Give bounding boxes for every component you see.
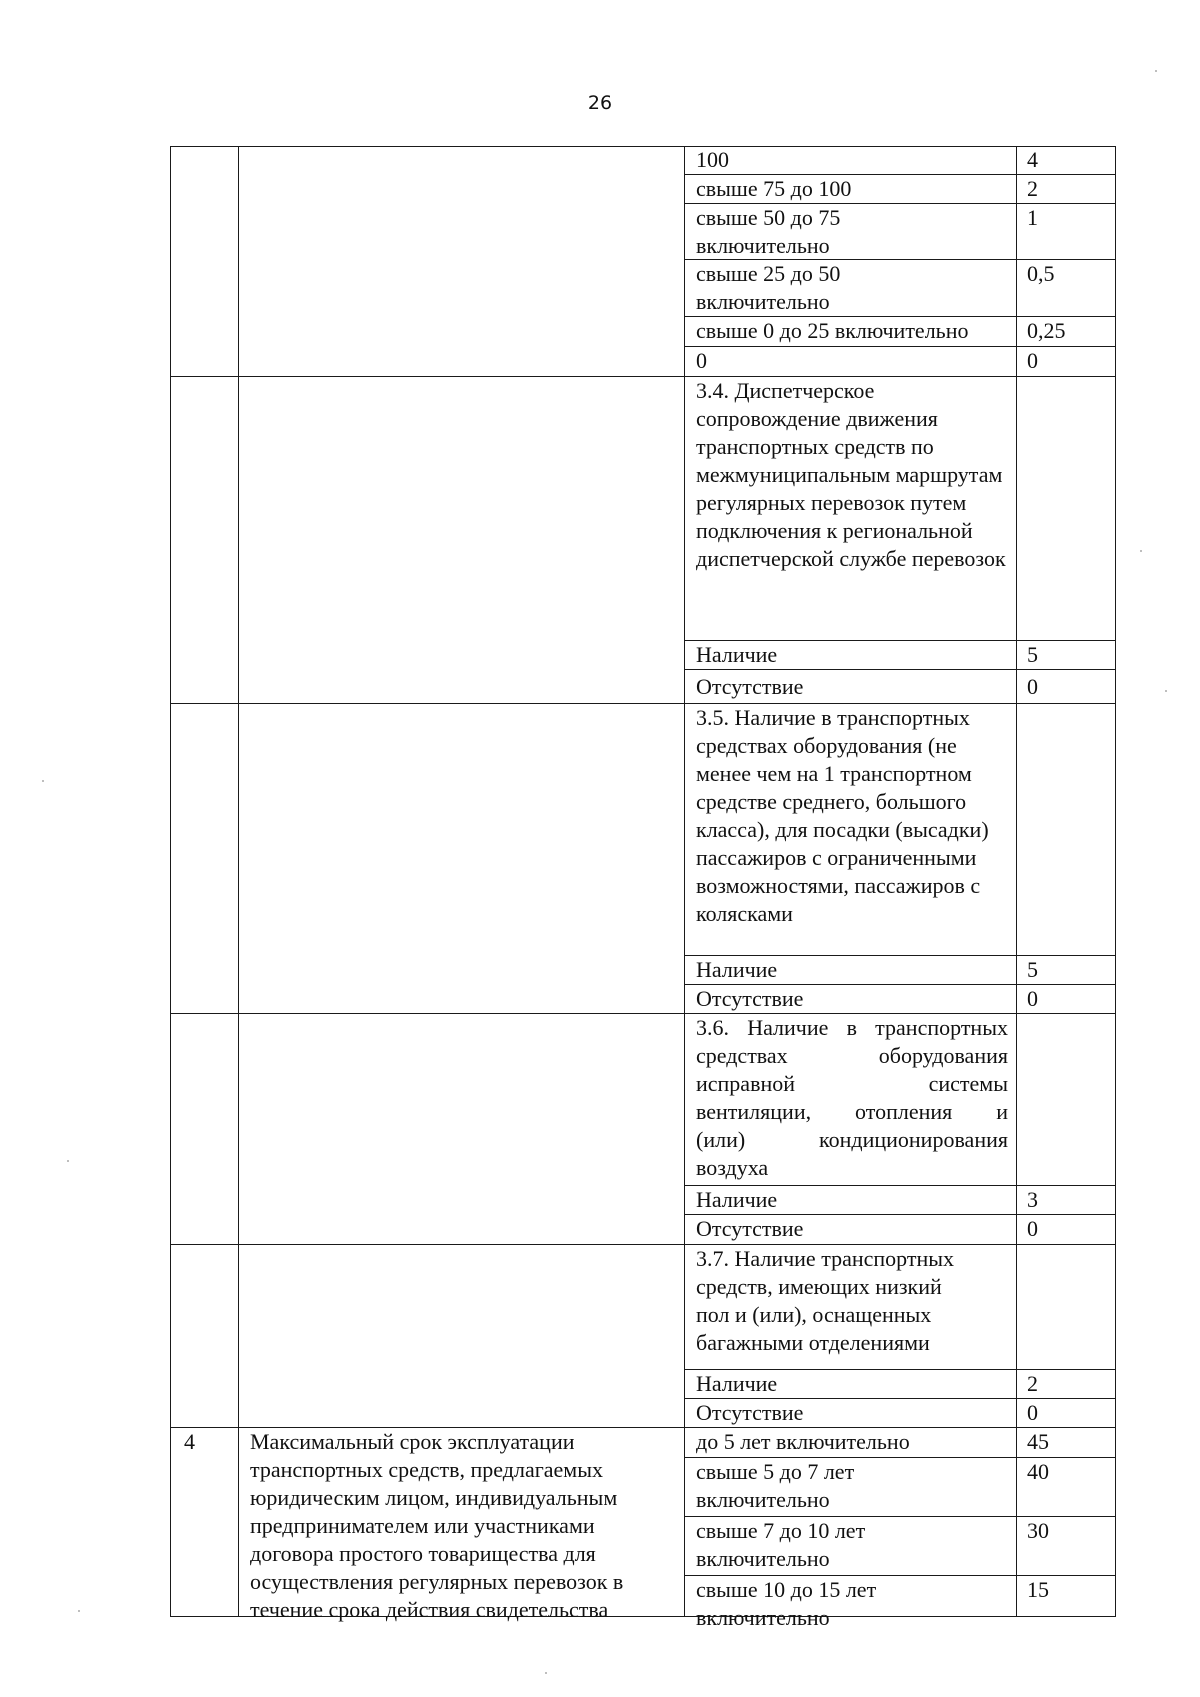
subcriterion-heading-line: 3.6. Наличие в транспортных xyxy=(696,1015,1008,1040)
subcriterion-heading-line: средствах оборудования xyxy=(696,1043,1008,1068)
scan-speck xyxy=(1165,690,1167,692)
subcriterion-heading-line: вентиляции, отопления и xyxy=(696,1099,1008,1124)
criterion-cell: свыше 75 до 100 xyxy=(696,176,852,201)
column-divider-1 xyxy=(238,146,239,1617)
scan-speck xyxy=(42,780,44,782)
criterion-cell: свыше 7 до 10 лет включительно xyxy=(696,1518,866,1571)
score-cell: 0,5 xyxy=(1027,261,1055,286)
criterion-cell: свыше 0 до 25 включительно xyxy=(696,318,969,343)
scan-speck xyxy=(1140,550,1142,552)
subcriterion-heading-line: исправной системы xyxy=(696,1071,1008,1096)
criterion-cell: свыше 5 до 7 лет включительно xyxy=(696,1459,855,1512)
page-number: 26 xyxy=(587,92,613,114)
score-cell: 1 xyxy=(1027,205,1038,230)
scan-speck xyxy=(1155,70,1157,72)
score-cell: 0 xyxy=(1027,674,1038,699)
row-number: 4 xyxy=(184,1429,195,1454)
criterion-cell: Наличие xyxy=(696,957,778,982)
score-cell: 0 xyxy=(1027,348,1038,373)
criterion-cell: Наличие xyxy=(696,642,778,667)
subcriterion-heading-line: воздуха xyxy=(696,1155,769,1180)
criterion-cell: Отсутствие xyxy=(696,674,804,699)
scan-speck xyxy=(78,1610,80,1612)
table-border-right xyxy=(1115,146,1116,1617)
criterion-cell: Отсутствие xyxy=(696,1216,804,1241)
score-cell: 45 xyxy=(1027,1429,1049,1454)
scan-speck xyxy=(67,1160,69,1162)
score-cell: 4 xyxy=(1027,147,1038,172)
criterion-cell: свыше 10 до 15 лет включительно xyxy=(696,1577,877,1630)
score-cell: 0 xyxy=(1027,1400,1038,1425)
criteria-table xyxy=(170,146,1116,1630)
table-border-left xyxy=(170,146,171,1617)
score-cell: 0,25 xyxy=(1027,318,1066,343)
score-cell: 5 xyxy=(1027,642,1038,667)
subcriterion-heading: 3.5. Наличие в транспортных средствах оборудования (не менее чем на 1 транспортном средстве среднего, большого класса), для посадки (высадки) пассажиров с ограниченными возможностями, пассажиров с колясками xyxy=(696,705,989,926)
subcriterion-heading-line: (или) кондиционирования xyxy=(696,1127,1008,1152)
score-cell: 5 xyxy=(1027,957,1038,982)
criterion-cell: 0 xyxy=(696,348,707,373)
subcriterion-heading xyxy=(685,1014,1016,1182)
score-cell: 15 xyxy=(1027,1577,1049,1602)
row-separator xyxy=(684,669,1116,670)
criterion-cell: свыше 50 до 75 включительно xyxy=(696,205,841,258)
criterion-cell: 100 xyxy=(696,147,729,172)
score-cell: 30 xyxy=(1027,1518,1049,1543)
criterion-cell: Наличие xyxy=(696,1187,778,1212)
score-cell: 3 xyxy=(1027,1187,1038,1212)
score-cell: 2 xyxy=(1027,176,1038,201)
criterion-cell: Наличие xyxy=(696,1371,778,1396)
subcriterion-heading: 3.4. Диспетчерское сопровождение движения транспортных средств по межмуниципальным маршрутам регулярных перевозок путем подключения к региональной диспетчерской службе перевозок xyxy=(696,378,1006,571)
criterion-cell: Отсутствие xyxy=(696,986,804,1011)
score-cell: 40 xyxy=(1027,1459,1049,1484)
criterion-cell: свыше 25 до 50 включительно xyxy=(696,261,841,314)
scan-speck xyxy=(545,1672,547,1674)
criterion-cell: Отсутствие xyxy=(696,1400,804,1425)
score-cell: 2 xyxy=(1027,1371,1038,1396)
criterion-title: Максимальный срок эксплуатации транспортных средств, предлагаемых юридическим лицом, индивидуальным предпринимателем или участниками договора простого товарищества для осуществления регулярных перевозок в течение срока действия свидетельства xyxy=(250,1429,624,1622)
subcriterion-heading: 3.7. Наличие транспортных средств, имеющих низкий пол и (или), оснащенных багажными отделениями xyxy=(696,1246,955,1355)
score-cell: 0 xyxy=(1027,1216,1038,1241)
score-cell: 0 xyxy=(1027,986,1038,1011)
criterion-cell: до 5 лет включительно xyxy=(696,1429,910,1454)
